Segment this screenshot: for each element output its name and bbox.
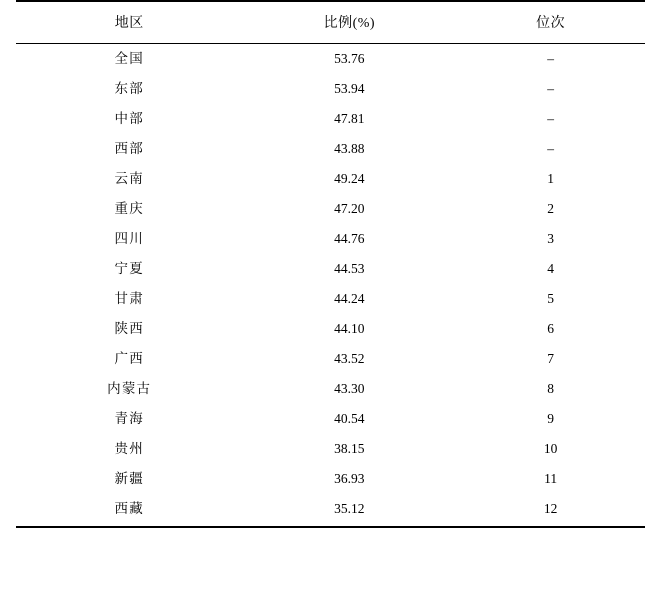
table-row — [16, 44, 645, 75]
table-row — [16, 164, 645, 194]
cell-region: 青海 — [114, 410, 144, 426]
cell-rank: 6 — [547, 320, 555, 336]
cell-region: 内蒙古 — [107, 380, 152, 396]
cell-ratio: 35.12 — [334, 501, 365, 517]
cell-rank: 7 — [547, 350, 555, 366]
table-row — [16, 134, 645, 164]
table-row — [16, 494, 645, 525]
cell-region: 西藏 — [114, 501, 144, 517]
cell-ratio: 53.76 — [334, 50, 365, 66]
table-row — [16, 254, 645, 284]
cell-ratio: 43.52 — [334, 350, 365, 366]
cell-region: 陕西 — [114, 320, 144, 336]
table-row — [16, 464, 645, 494]
cell-ratio: 43.30 — [334, 380, 365, 396]
cell-rank: 10 — [543, 441, 558, 456]
cell-rank: 1 — [547, 170, 555, 186]
cell-rank: 3 — [547, 230, 555, 246]
table-row — [16, 404, 645, 434]
cell-rank: – — [547, 80, 555, 96]
cell-region: 四川 — [114, 230, 144, 246]
cell-region: 中部 — [114, 110, 144, 126]
cell-rank: 9 — [547, 410, 555, 426]
cell-region: 宁夏 — [114, 260, 144, 276]
table-body — [16, 44, 645, 526]
cell-ratio: 44.10 — [334, 320, 365, 336]
statistics-table — [16, 0, 645, 526]
column-header-ratio: 比例(%) — [323, 16, 376, 31]
table-row — [16, 284, 645, 314]
cell-ratio: 36.93 — [334, 471, 365, 487]
cell-region: 云南 — [114, 170, 144, 186]
table-row — [16, 104, 645, 134]
cell-region: 重庆 — [114, 200, 144, 216]
table-row — [16, 314, 645, 344]
cell-rank: – — [547, 110, 555, 126]
cell-rank: 4 — [547, 260, 555, 276]
cell-ratio: 53.94 — [334, 80, 365, 96]
table-row — [16, 224, 645, 254]
cell-region: 全国 — [114, 50, 144, 66]
cell-rank: – — [547, 50, 555, 66]
cell-region: 甘肃 — [114, 290, 144, 306]
table-bottom-rule — [16, 526, 645, 528]
cell-ratio: 43.88 — [334, 140, 365, 156]
cell-ratio: 47.81 — [334, 110, 365, 126]
cell-region: 广西 — [114, 350, 144, 366]
cell-region: 东部 — [114, 80, 144, 96]
cell-rank: 12 — [543, 501, 558, 517]
table-header — [16, 1, 645, 44]
table-row — [16, 74, 645, 104]
cell-ratio: 38.15 — [334, 441, 365, 456]
column-header-region: 地区 — [114, 16, 144, 31]
cell-rank: 11 — [544, 471, 558, 487]
cell-rank: 5 — [547, 290, 555, 306]
cell-ratio: 44.53 — [334, 260, 365, 276]
cell-region: 西部 — [114, 140, 144, 156]
table-row — [16, 344, 645, 374]
cell-ratio: 47.20 — [334, 200, 365, 216]
table-row — [16, 194, 645, 224]
cell-ratio: 40.54 — [334, 410, 365, 426]
column-header-rank: 位次 — [536, 16, 566, 31]
cell-rank: 2 — [547, 200, 555, 216]
cell-ratio: 44.24 — [334, 290, 365, 306]
table-row — [16, 374, 645, 404]
cell-rank: 8 — [547, 380, 555, 396]
cell-region: 贵州 — [114, 441, 144, 456]
cell-rank: – — [547, 140, 555, 156]
table-row — [16, 434, 645, 464]
cell-ratio: 44.76 — [334, 230, 365, 246]
cell-ratio: 49.24 — [334, 170, 365, 186]
cell-region: 新疆 — [114, 471, 144, 487]
